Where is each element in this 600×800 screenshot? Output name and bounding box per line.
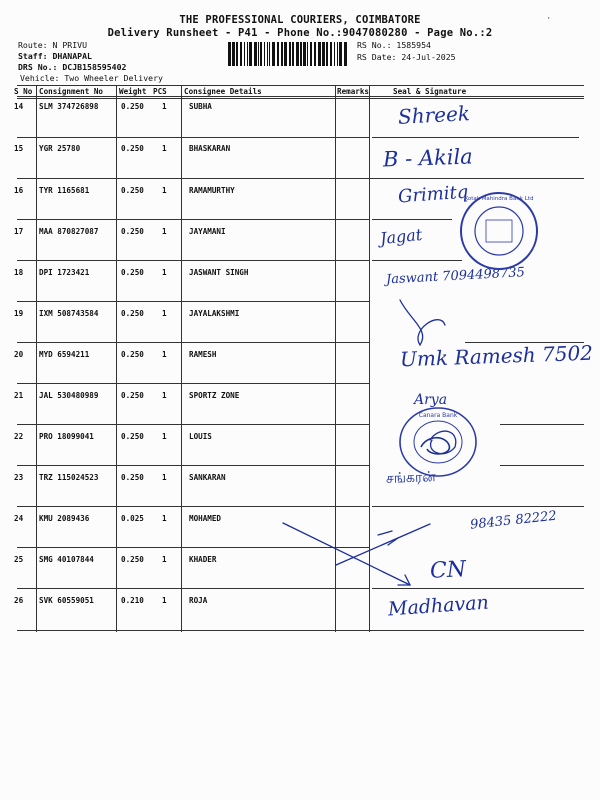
canara-stamp-text: Canara Bank [418,412,458,419]
row-sno: 15 [14,144,24,153]
row-weight: 0.250 [121,309,144,318]
signature-row-17: Jagat [379,224,424,249]
row-consignee: RAMAMURTHY [189,186,235,195]
cross-arrow [283,523,410,585]
row-consignment: PRO 18099041 [39,432,94,441]
cross-line [336,524,430,565]
col-header-weight: Weight [119,87,147,96]
row-consignee: SANKARAN [189,473,226,482]
row-weight: 0.025 [121,514,144,523]
row-consignee: SUBHA [189,102,212,111]
row-weight: 0.250 [121,144,144,153]
row-sno: 21 [14,391,24,400]
row-sno: 20 [14,350,24,359]
col-header-sno: S No [14,87,33,96]
row-weight: 0.250 [121,432,144,441]
signature-row-25: CN [429,557,467,584]
row-pcs: 1 [162,596,167,605]
corner-mark-icon: · [546,14,552,24]
row-weight: 0.250 [121,391,144,400]
kotak-stamp-text: Kotak Mahindra Bank Ltd [464,196,534,202]
row-consignee: BHASKARAN [189,144,231,153]
rs-date: RS Date: 24-Jul-2025 [357,52,456,62]
row-consignment: DPI 1723421 [39,268,90,277]
drs-number: DRS No.: DCJB158595402 [18,62,127,72]
runsheet-subtitle: Delivery Runsheet - P41 - Phone No.:9047080280 - Page No.:2 [107,27,493,39]
row-sno: 24 [14,514,24,523]
row-weight: 0.250 [121,102,144,111]
row-consignee: JASWANT SINGH [189,268,249,277]
row-consignment: SLM 374726898 [39,102,99,111]
row-pcs: 1 [162,555,167,564]
signature-row-23: சங்கரன் [385,469,437,487]
col-header-consignee: Consignee Details [184,87,262,96]
row-consignee: MOHAMED [189,514,222,523]
signature-row-18: Jaswant 7094498735 [385,265,526,288]
col-header-consignment: Consignment No [39,87,104,96]
row-consignee: ROJA [189,596,208,605]
row-weight: 0.250 [121,350,144,359]
row-consignee: JAYAMANI [189,227,226,236]
row-sno: 26 [14,596,24,605]
col-header-seal: Seal & Signature [393,87,467,96]
signature-row-26: Madhavan [387,591,490,621]
col-header-remarks: Remarks [337,87,370,96]
signature-row-21: Arya [414,392,448,408]
row-pcs: 1 [162,268,167,277]
row-pcs: 1 [162,186,167,195]
row-pcs: 1 [162,227,167,236]
staff-label: Staff: DHANAPAL [18,51,92,61]
signature-row-20: Umk Ramesh 7502 [399,340,594,372]
row-weight: 0.250 [121,473,144,482]
signature-row-16: Grimitq [397,181,469,208]
row-consignment: SVK 60559051 [39,596,94,605]
row-pcs: 1 [162,309,167,318]
signature-row-15: B - Akila [382,144,474,172]
row-weight: 0.210 [121,596,144,605]
row-weight: 0.250 [121,555,144,564]
row-weight: 0.250 [121,268,144,277]
row-weight: 0.250 [121,186,144,195]
row-sno: 25 [14,555,24,564]
row-pcs: 1 [162,391,167,400]
row-consignment: TRZ 115024523 [39,473,99,482]
row-consignment: TYR 1165681 [39,186,90,195]
row-consignment: MAA 870827087 [39,227,99,236]
row-consignment: KMU 2089436 [39,514,90,523]
rs-number: RS No.: 1585954 [357,40,431,50]
row-sno: 19 [14,309,24,318]
row-consignment: YGR 25780 [39,144,81,153]
row-pcs: 1 [162,514,167,523]
row-consignment: MYD 6594211 [39,350,90,359]
route-label: Route: N PRIVU [18,40,88,50]
row-consignee: SPORTZ ZONE [189,391,240,400]
row-sno: 18 [14,268,24,277]
row-pcs: 1 [162,473,167,482]
row-sno: 14 [14,102,24,111]
row-consignment: SMG 40107844 [39,555,94,564]
row-consignee: RAMESH [189,350,217,359]
row-sno: 22 [14,432,24,441]
vehicle-label: Vehicle: Two Wheeler Delivery [20,73,163,83]
row-consignee: KHADER [189,555,217,564]
row-pcs: 1 [162,102,167,111]
col-header-pcs: PCS [153,87,167,96]
signature-row-24: 98435 82222 [469,508,558,533]
row-pcs: 1 [162,350,167,359]
row-sno: 23 [14,473,24,482]
signature-row-14: Shreek [397,101,471,129]
row-consignment: JAL 530480989 [39,391,99,400]
row-sno: 17 [14,227,24,236]
row-sno: 16 [14,186,24,195]
kotak-bank-stamp [458,190,540,272]
row-weight: 0.250 [121,227,144,236]
row-pcs: 1 [162,432,167,441]
row-pcs: 1 [162,144,167,153]
row-consignment: IXM 508743584 [39,309,99,318]
row-consignee: LOUIS [189,432,212,441]
scribble-row-19 [400,300,445,345]
canara-bank-stamp [397,405,479,479]
row-consignee: JAYALAKSHMI [189,309,240,318]
company-title: THE PROFESSIONAL COURIERS, COIMBATORE [179,14,421,26]
